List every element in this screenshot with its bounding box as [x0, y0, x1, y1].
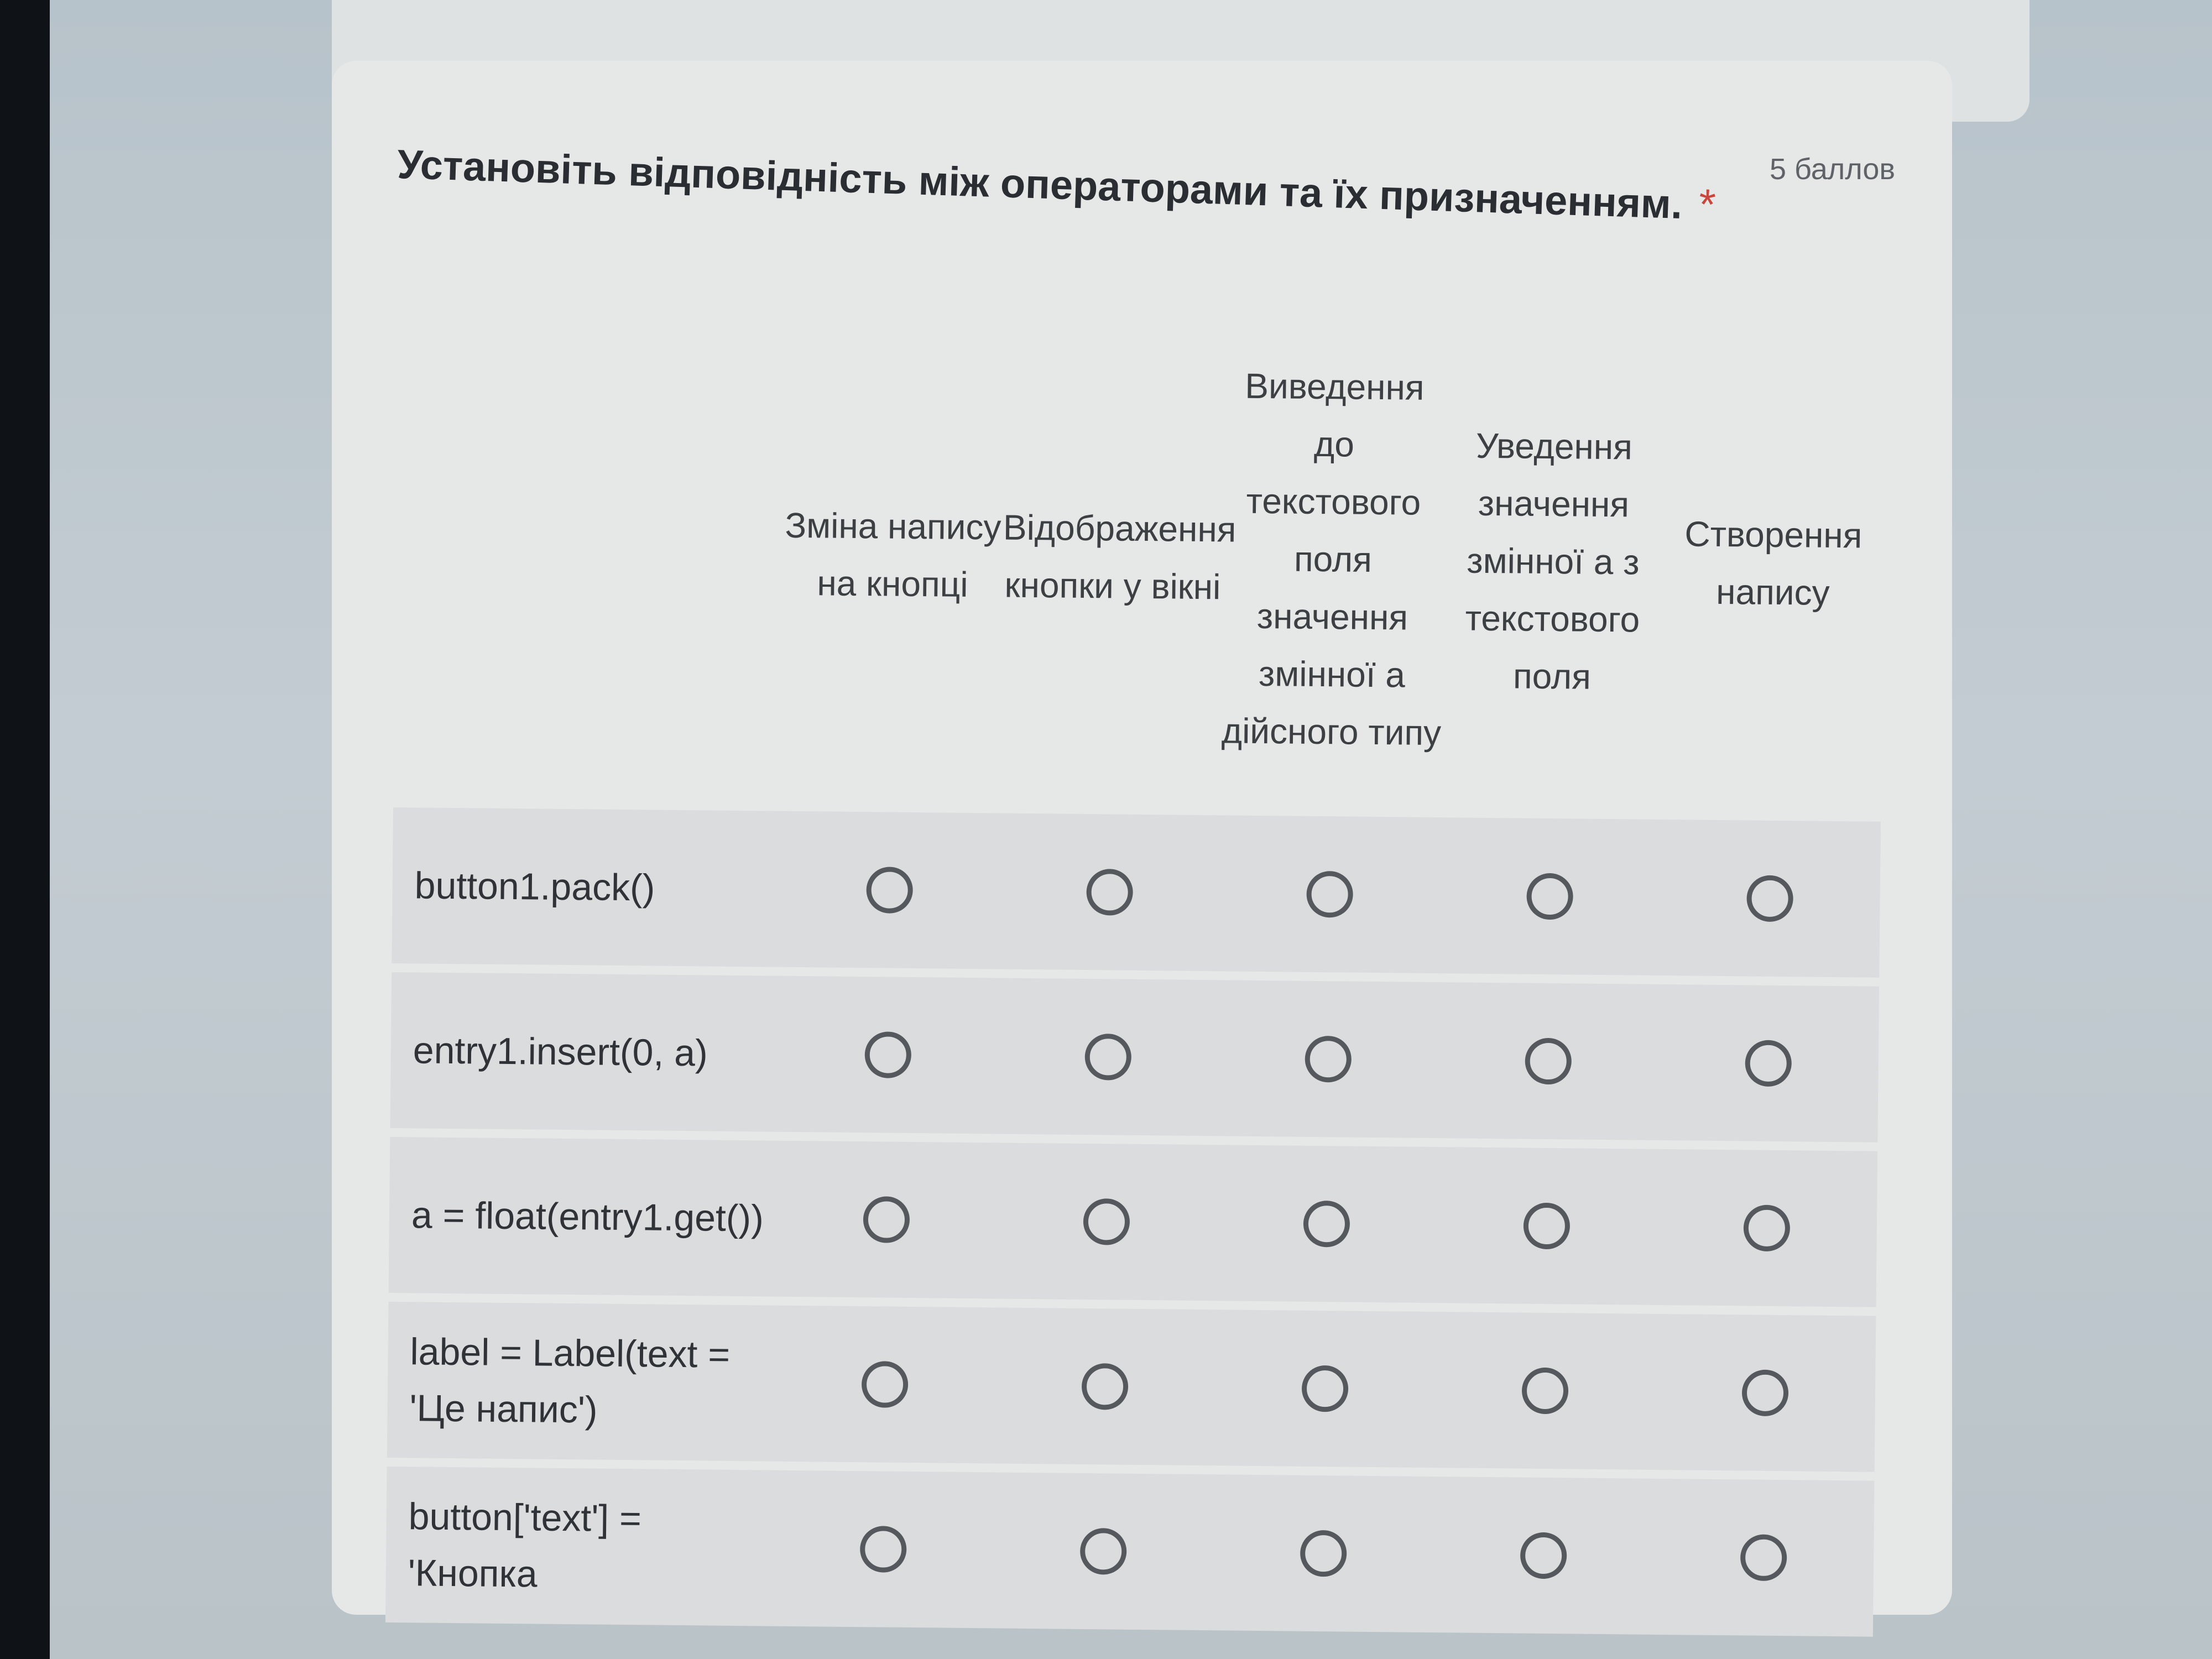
radio-button[interactable] [1300, 1530, 1347, 1577]
row-label: button1.pack() [414, 864, 655, 909]
radio-button[interactable] [864, 1031, 911, 1078]
radio-button[interactable] [1082, 1363, 1129, 1410]
radio-button[interactable] [1743, 1204, 1790, 1251]
required-asterisk: * [1698, 179, 1717, 229]
grid-cell [999, 868, 1220, 916]
radio-button[interactable] [1302, 1365, 1349, 1412]
grid-cell [998, 1032, 1218, 1081]
grid-cell [1215, 1364, 1436, 1413]
column-header: Створення напису [1684, 514, 1863, 613]
radio-button[interactable] [863, 1196, 910, 1243]
radio-button[interactable] [1525, 1038, 1572, 1085]
radio-button[interactable] [866, 867, 913, 914]
radio-button[interactable] [1080, 1528, 1127, 1575]
row-label: entry1.insert(0, a) [413, 1029, 708, 1074]
screen [50, 0, 2212, 1659]
radio-button[interactable] [1303, 1201, 1350, 1248]
radio-button[interactable] [1306, 871, 1353, 918]
radio-button[interactable] [1524, 1203, 1571, 1250]
grid-row [387, 1302, 1876, 1472]
radio-button[interactable] [1742, 1369, 1789, 1416]
row-label: label = Label(text = 'Це напис') [409, 1331, 731, 1431]
grid-cell [993, 1527, 1214, 1575]
grid-cell [1437, 1202, 1657, 1250]
grid-cell [1217, 1199, 1437, 1248]
grid-cell [1433, 1531, 1654, 1580]
points-label: 5 баллов [1770, 153, 1896, 186]
column-header: Відображення кнопки у вікні [1003, 507, 1237, 607]
radio-button[interactable] [862, 1361, 909, 1408]
row-label: a = float(entry1.get()) [411, 1194, 764, 1240]
radio-button[interactable] [1084, 1034, 1131, 1081]
grid-cell [1438, 1037, 1658, 1086]
grid-corner [396, 550, 783, 554]
grid-cell [1439, 872, 1660, 921]
grid-row [385, 1467, 1875, 1637]
grid-cell [1435, 1366, 1656, 1415]
grid-cell [1219, 870, 1440, 919]
radio-button[interactable] [1522, 1368, 1569, 1415]
radio-button[interactable] [1083, 1198, 1130, 1245]
grid-cell [1213, 1529, 1434, 1578]
grid-cell [779, 866, 1000, 915]
grid-row [392, 807, 1881, 978]
grid-cell [1658, 1039, 1879, 1088]
question-card [332, 61, 1952, 1615]
radio-button[interactable] [860, 1526, 907, 1573]
grid-row [390, 972, 1880, 1142]
grid-cell [997, 1197, 1217, 1246]
radio-button[interactable] [1520, 1532, 1567, 1579]
choice-grid [385, 293, 1886, 1646]
grid-cell [773, 1525, 994, 1574]
row-label: button['text'] = 'Кнопка [408, 1495, 642, 1595]
radio-button[interactable] [1746, 875, 1793, 922]
grid-cell [778, 1031, 998, 1079]
grid-row [389, 1137, 1878, 1307]
grid-cell [995, 1362, 1215, 1411]
question-header [395, 138, 1835, 272]
radio-button[interactable] [1740, 1534, 1787, 1581]
radio-button[interactable] [1086, 869, 1133, 916]
grid-cell [1653, 1533, 1874, 1582]
column-header: Уведення значення змінної а з текстового поля [1465, 425, 1640, 697]
column-header: Виведення до текстового поля значення змінної а дійсного типу [1221, 366, 1442, 753]
radio-button[interactable] [1526, 873, 1573, 920]
grid-cell [1656, 1204, 1877, 1253]
grid-header-row [393, 293, 1886, 822]
grid-cell [1218, 1035, 1438, 1083]
radio-button[interactable] [1305, 1036, 1352, 1083]
grid-cell [1660, 874, 1880, 923]
column-header: Зміна напису на кнопці [785, 505, 1001, 604]
question-title: Установіть відповідність між операторами та їх призначенням. [397, 140, 1683, 227]
grid-cell [776, 1196, 997, 1244]
grid-cell [1655, 1369, 1876, 1417]
grid-cell [775, 1360, 995, 1409]
radio-button[interactable] [1745, 1040, 1792, 1087]
